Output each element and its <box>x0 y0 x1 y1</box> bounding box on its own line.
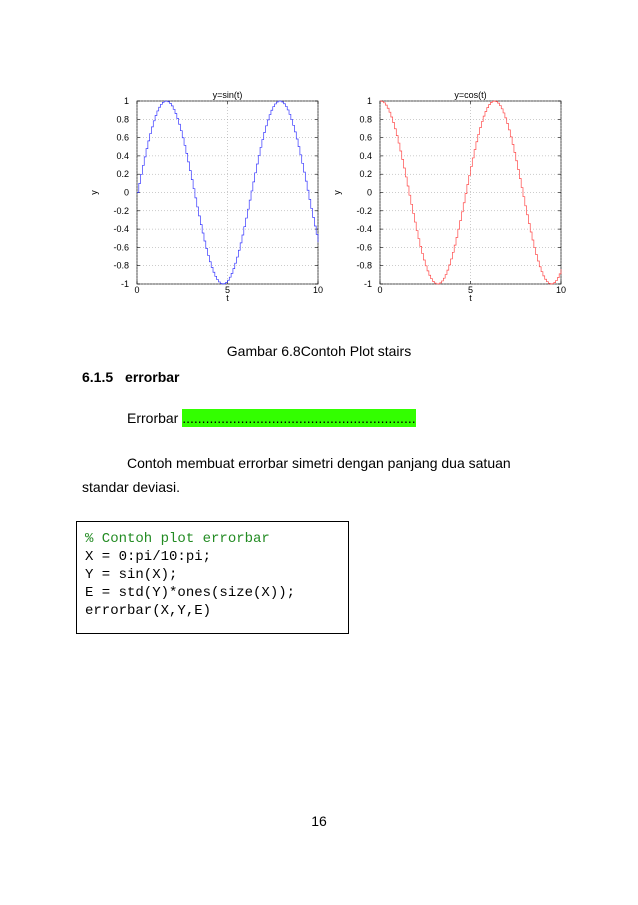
y-tick-label: 0.2 <box>116 169 129 180</box>
y-tick-label: 0.4 <box>116 150 129 161</box>
x-tick-label: 10 <box>555 285 567 295</box>
y-tick-label: -1 <box>363 279 372 289</box>
chart-title: y=sin(t) <box>212 90 243 100</box>
code-line: Y = sin(X); <box>85 567 178 583</box>
y-tick-label: 0.6 <box>359 132 372 143</box>
section-heading <box>82 369 180 385</box>
y-tick-label: 1 <box>366 96 372 106</box>
y-tick-label: 0.8 <box>359 114 372 125</box>
y-tick-label: 0.4 <box>359 150 372 161</box>
y-tick-label: 1 <box>123 96 129 106</box>
code-comment: % Contoh plot errorbar <box>85 531 270 547</box>
errorbar-lead: Errorbar <box>127 410 183 426</box>
section-title: errorbar <box>125 369 180 385</box>
y-tick-label: -0.6 <box>113 242 129 253</box>
section-number: 6.1.5 <box>82 369 114 385</box>
y-tick-label: -0.8 <box>113 260 129 271</box>
page-number: 16 <box>311 813 327 829</box>
x-tick-label: 0 <box>134 285 140 295</box>
stairs-figure <box>0 0 638 320</box>
code-line: X = 0:pi/10:pi; <box>85 549 212 565</box>
y-tick-label: 0.2 <box>359 169 372 180</box>
code-block <box>76 521 349 634</box>
y-tick-label: 0.8 <box>116 114 129 125</box>
code-line: E = std(Y)*ones(size(X)); <box>85 585 296 601</box>
y-tick-label: -0.6 <box>356 242 372 253</box>
code-line: errorbar(X,Y,E) <box>85 603 212 619</box>
y-tick-label: -0.2 <box>356 205 372 216</box>
y-tick-label: -1 <box>120 279 129 289</box>
y-axis-label: y <box>89 190 99 195</box>
y-tick-label: -0.4 <box>113 224 129 235</box>
x-tick-label: 5 <box>224 285 231 295</box>
x-axis-label: t <box>226 293 229 303</box>
y-tick-label: -0.8 <box>356 260 372 271</box>
figure-caption: Gambar 6.8Contoh Plot stairs <box>226 343 412 359</box>
y-tick-label: -0.2 <box>113 205 129 216</box>
x-tick-label: 0 <box>377 285 383 295</box>
x-axis-label: t <box>469 293 472 303</box>
x-tick-label: 10 <box>312 285 324 295</box>
x-tick-label: 5 <box>467 285 474 295</box>
y-tick-label: 0.6 <box>116 132 129 143</box>
y-tick-label: 0 <box>366 187 372 198</box>
errorbar-intro <box>127 410 416 426</box>
highlighted-blank: ............................................................ <box>182 410 416 426</box>
example-description: Contoh membuat errorbar simetri dengan panjang dua satuan standar deviasi. <box>82 455 511 495</box>
y-tick-label: 0 <box>123 187 129 198</box>
y-axis-label: y <box>332 190 342 195</box>
chart-title: y=cos(t) <box>454 90 487 100</box>
y-tick-label: -0.4 <box>356 224 372 235</box>
